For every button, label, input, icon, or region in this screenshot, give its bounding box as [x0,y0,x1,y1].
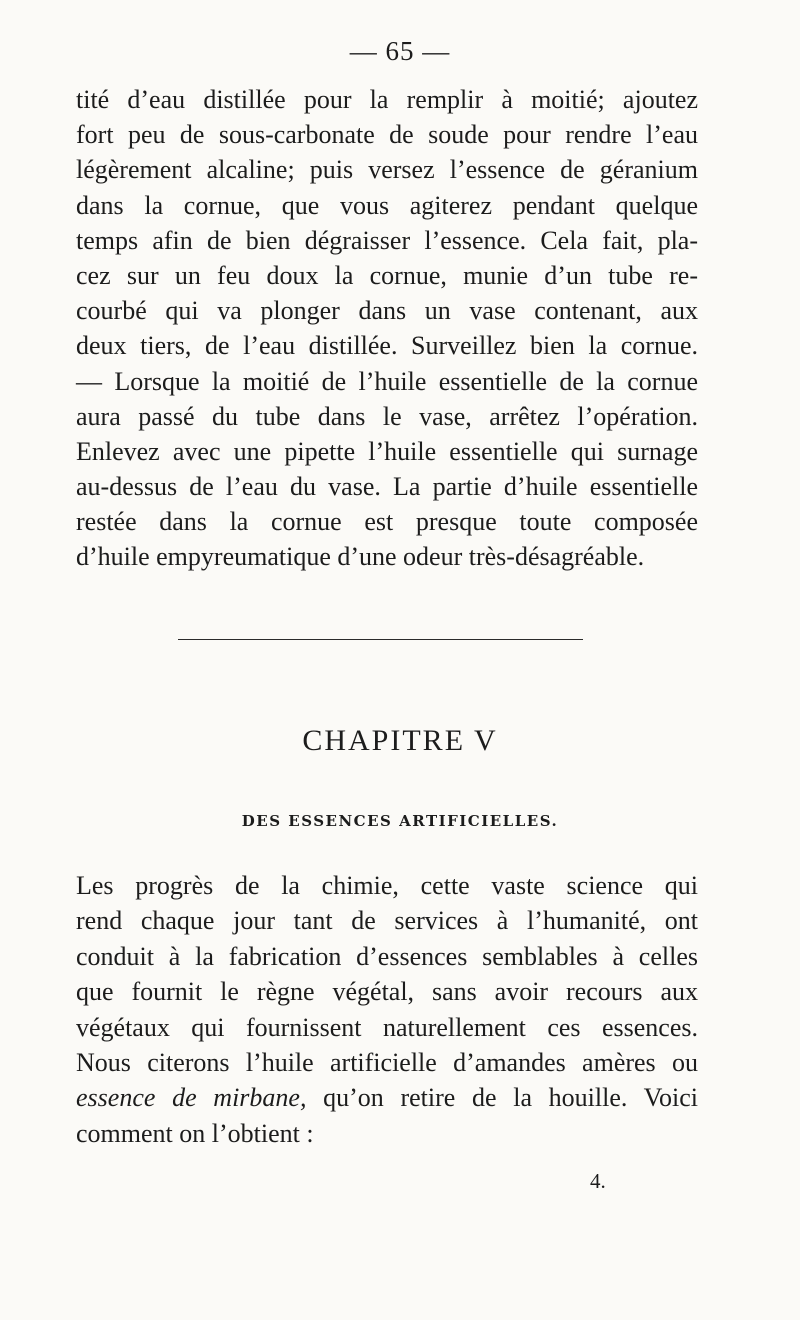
text-line: conduit à la fabrication d’essences semblables à celles [76,941,698,971]
chapter-title: CHAPITRE V [302,724,498,757]
text-line: aura passé du tube dans le vase, arrêtez l’opération. [76,401,698,431]
text-line: comment on l’obtient : [76,1118,314,1148]
text-line: temps afin de bien dégraisser l’essence. Cela fait, pla- [76,225,698,255]
italic-term: essence de mirbane, [76,1083,307,1113]
text-line: rend chaque jour tant de services à l’humanité, ont [76,906,698,936]
text-line: — Lorsque la moitié de l’huile essentielle de la cornue [76,366,698,396]
chapter-subtitle: DES ESSENCES ARTIFICIELLES. [241,812,559,830]
text-line: dans la cornue, que vous agiterez pendant quelque [76,190,698,220]
text-line: fort peu de sous-carbonate de soude pour rendre l’eau [76,120,698,150]
chapter-paragraph [76,868,698,1151]
page-number: — 65 — [349,36,451,66]
text-line: légèrement alcaline; puis versez l’essence de géranium [76,155,698,185]
text-line: Enlevez avec une pipette l’huile essentielle qui surnage [76,436,698,466]
paragraph-continued [76,82,698,575]
text-line: au-dessus de l’eau du vase. La partie d’huile essentielle [76,472,698,502]
section-divider [178,639,583,640]
text-line: Les progrès de la chimie, cette vaste science qui [76,871,698,900]
text-line-rest: qu’on retire de la houille. Voici [323,1083,698,1113]
text-line: tité d’eau distillée pour la remplir à moitié; ajoutez [76,85,698,114]
signature-mark: 4. [590,1169,606,1193]
text-line-mixed [76,1080,698,1115]
text-line: courbé qui va plonger dans un vase contenant, aux [76,296,698,326]
text-line: Nous citerons l’huile artificielle d’amandes amères ou [76,1047,698,1077]
text-line: que fournit le règne végétal, sans avoir recours aux [76,977,698,1007]
text-line: d’huile empyreumatique d’une odeur très-désagréable. [76,542,645,572]
text-line: végétaux qui fournissent naturellement ces essences. [76,1012,698,1042]
text-line: cez sur un feu doux la cornue, munie d’un tube re- [76,260,698,290]
text-line: deux tiers, de l’eau distillée. Surveillez bien la cornue. [76,331,698,361]
text-line: restée dans la cornue est presque toute composée [76,507,698,537]
